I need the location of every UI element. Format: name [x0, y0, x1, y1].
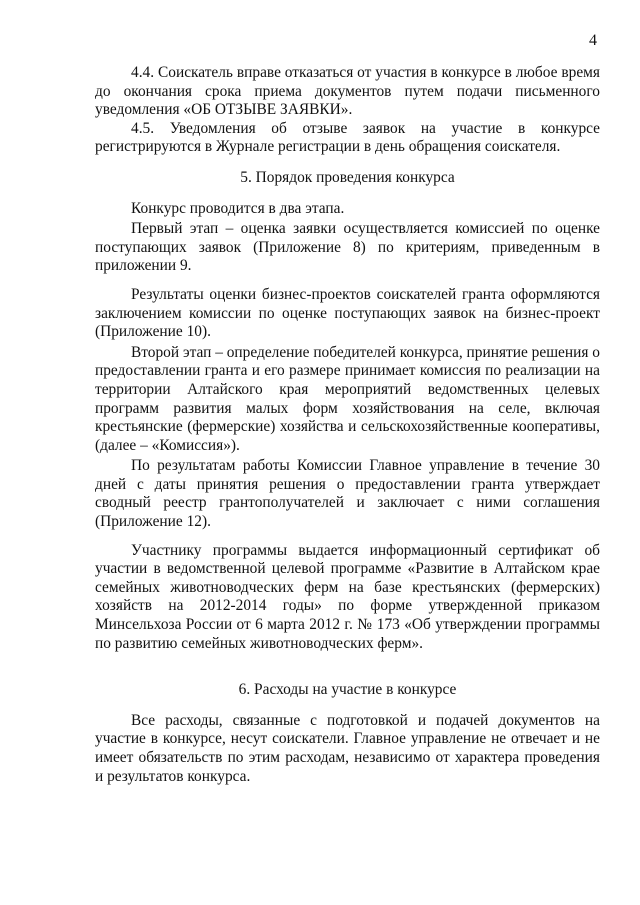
paragraph-4-4: 4.4. Соискатель вправе отказаться от участия в конкурсе в любое время до окончания срока приема документов путем подачи письменного уведомления «ОБ ОТЗЫВЕ ЗАЯВКИ». — [95, 64, 600, 119]
document-body — [95, 64, 600, 786]
paragraph-certificate: Участнику программы выдается информационный сертификат об участии в ведомственной целевой программе «Развитие в Алтайском крае семейных животноводческих ферм на базе крестьянских (фермерских) хозяйств на 2012-2014 годы» по форме утвержденной приказом Минсельхоза России от 6 марта 2012 г. № 173 «Об утверждении программы по развитию семейных животноводческих ферм». — [95, 541, 600, 652]
paragraph-first-stage: Первый этап – оценка заявки осуществляется комиссией по оценке поступающих заявок (Приложение 8) по критериям, приведенным в приложении 9. — [95, 220, 600, 275]
section-title-6: 6. Расходы на участие в конкурсе — [238, 681, 457, 699]
page-number: 4 — [589, 32, 597, 49]
paragraph-evaluation-results: Результаты оценки бизнес-проектов соискателей гранта оформляются заключением комиссии по оценке поступающих заявок на бизнес-проект (Приложение 10). — [95, 285, 600, 341]
paragraph-4-5: 4.5. Уведомления об отзыве заявок на участие в конкурсе регистрируются в Журнале регистрации в день обращения соискателя. — [95, 119, 600, 156]
paragraph-expenses: Все расходы, связанные с подготовкой и подачей документов на участие в конкурсе, несут соискатели. Главное управление не отвечает и не имеет обязательств по этим расходам, независимо от характера проведения и результатов конкурса. — [95, 711, 600, 785]
paragraph-two-stages: Конкурс проводится в два этапа. — [131, 199, 345, 217]
section-title-5: 5. Порядок проведения конкурса — [240, 168, 455, 186]
paragraph-second-stage: Второй этап – определение победителей конкурса, принятие решения о предоставлении гранта и его размере принимает комиссия по реализации на территории Алтайского края мероприятий ведомственных целевых программ развития малых форм хозяйствования на селе, включая крестьянские (фермерские) хозяйства и сельскохозяйственные кооперативы, (далее – «Комиссия»). — [95, 343, 600, 454]
paragraph-commission-results: По результатам работы Комиссии Главное управление в течение 30 дней с даты принятия решения о предоставлении гранта утверждает сводный реестр грантополучателей и заключает с ними соглашения (Приложение 12). — [95, 457, 600, 531]
